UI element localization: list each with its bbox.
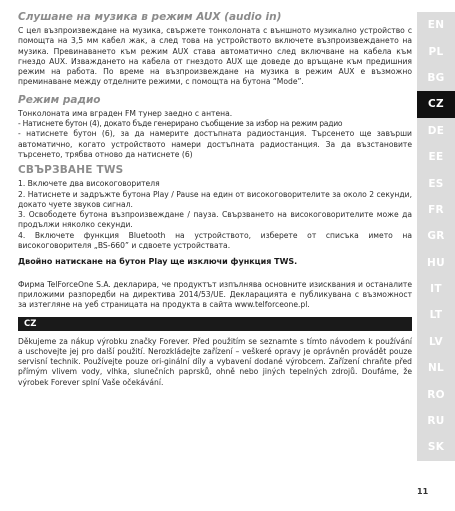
- tab-hu[interactable]: HU: [417, 250, 455, 276]
- tab-de[interactable]: DE: [417, 118, 455, 144]
- tab-nl[interactable]: NL: [417, 355, 455, 381]
- tab-it[interactable]: IT: [417, 276, 455, 302]
- radio-paragraph-1: Тонколоната има вграден FM тунер заедно с антена.: [18, 108, 233, 118]
- tab-sk[interactable]: SK: [417, 434, 455, 460]
- aux-paragraph: С цел възпроизвеждане на музика, свържете тонколоната с външното музикално устройство с помощта на 3,5 мм кабел жак, а след това на устройството включете възпроизвеждането на музика. Превинаването към режим AUX става автоматично след включване на кабела към гнездо AUX. Изваждането на кабела от гнездото AUX ще доведе до връщане към предишния режим на работа. По време на възпроизвеждане на музика в режим AUX е възможно преминаване между отделните режими, с помощта на бутона “Mode”.: [18, 26, 412, 87]
- radio-heading: Режим радио: [18, 93, 101, 106]
- tab-es[interactable]: ES: [417, 170, 455, 196]
- declaration-paragraph: Фирма TelForceOne S.A. декларира, че продуктът изпълнява основните изисквания и останалите приложими разпоредби на директива 2014/53/UE. Декларацията е публикувана с възможност за изтегляне на уеб страницата на продукта в сайта www.telforceone.pl.: [18, 279, 412, 310]
- tab-ro[interactable]: RO: [417, 381, 455, 407]
- language-tabs: [417, 12, 455, 461]
- aux-heading: Слушане на музика в режим AUX (audio in): [18, 11, 282, 23]
- tab-lt[interactable]: LT: [417, 302, 455, 328]
- content-column: [18, 10, 412, 388]
- tab-pl[interactable]: PL: [417, 38, 455, 64]
- tab-bg[interactable]: BG: [417, 65, 455, 91]
- tws-step-4: 4. Включете функция Bluetooth на устройството, изберете от списъка името на високоговорителя „BS-660” и сдвоете устройствата.: [18, 230, 412, 251]
- tab-cz[interactable]: CZ: [417, 91, 455, 117]
- tab-ru[interactable]: RU: [417, 408, 455, 434]
- tws-step-3: 3. Освободете бутона възпроизвеждане / пауза. Свързването на високоговорителите може да продължи няколко секунди.: [18, 210, 412, 230]
- tws-heading: СВЪРЗВАНЕ TWS: [18, 164, 124, 177]
- cz-paragraph: Děkujeme za nákup výrobku značky Forever. Před použitím se seznamte s tímto návodem k používání a uschovejte jej pro další použití. Nerozkládejte zařízení – veškeré opravy je oprávněn provádět pouze servisní technik. Používejte pouze ori-ginální díly a vybavení dodané výrobcem. Zařízení chraňte před přímým vlivem vody, vlhka, slunečních paprsků, ohně nebo jiných tepelných zdrojů. Doufáme, že výrobek Forever splní Vaše očekávání.: [18, 336, 412, 387]
- tab-lv[interactable]: LV: [417, 329, 455, 355]
- tws-note: Двойно натискане на бутон Play ще изключи функция TWS.: [18, 257, 298, 267]
- cz-section-bar: CZ: [18, 317, 412, 331]
- radio-paragraph-2: - Натиснете бутон (4), докато бъде генерирано съобщение за избор на режим радио: [18, 119, 343, 129]
- page-number: 11: [417, 487, 429, 496]
- radio-paragraph-3: - натиснете бутон (6), за да намерите достъпната радиостанция. Търсенето ще завърши автоматично, когато устройството намери достъпната радиостанция. За да възстановите търсенето, трябва отново да натиснете (6): [18, 129, 412, 159]
- tws-step-2: 2. Натиснете и задръжте бутона Play / Pause на един от високоговорителите за около 2 секунди, докато чуете звуков сигнал.: [18, 189, 412, 209]
- tws-step-1: 1. Включете два високоговорителя: [18, 179, 160, 189]
- tab-ee[interactable]: EE: [417, 144, 455, 170]
- tab-en[interactable]: EN: [417, 12, 455, 38]
- tab-fr[interactable]: FR: [417, 197, 455, 223]
- tab-gr[interactable]: GR: [417, 223, 455, 249]
